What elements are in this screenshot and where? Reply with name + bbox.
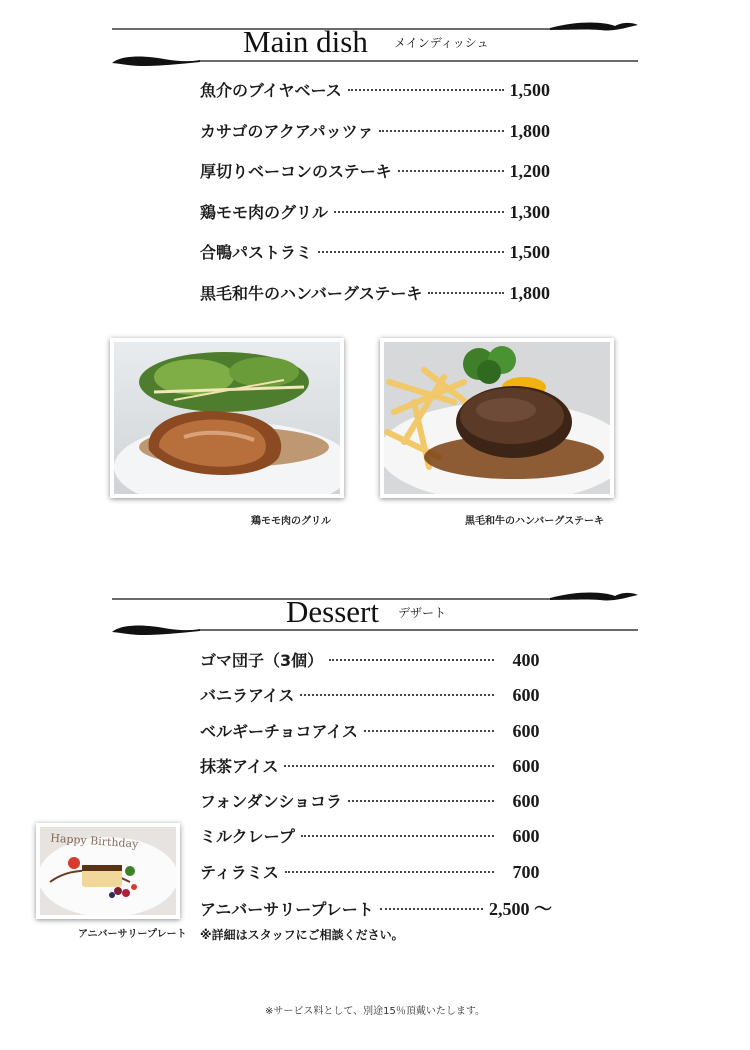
menu-item xyxy=(200,200,550,241)
menu-item xyxy=(200,78,550,119)
menu-item xyxy=(200,159,550,200)
chicken-grill-image xyxy=(114,342,340,494)
leader-dots xyxy=(398,170,504,172)
leader-dots xyxy=(379,130,503,132)
dessert-list xyxy=(200,648,552,943)
menu-item xyxy=(200,754,552,789)
leader-dots xyxy=(348,800,494,802)
menu-item-name: 厚切りベーコンのステーキ xyxy=(200,162,392,181)
menu-item-price: 700 xyxy=(512,861,540,882)
anniversary-plate-photo xyxy=(36,823,180,919)
menu-item xyxy=(200,895,552,930)
menu-item-price: 1,200 xyxy=(509,161,550,181)
leader-dots xyxy=(364,730,494,732)
menu-item-name: ミルクレープ xyxy=(200,827,295,847)
menu-item-name: 鶏モモ肉のグリル xyxy=(200,202,329,222)
hamburg-steak-photo xyxy=(380,338,614,498)
leader-dots xyxy=(428,292,503,294)
menu-item-price: 2,500 ～ xyxy=(489,899,552,920)
menu-item-name: バニラアイス xyxy=(200,686,295,706)
menu-item xyxy=(200,789,552,824)
leader-dots xyxy=(348,89,504,91)
leader-dots xyxy=(284,765,494,767)
leader-dots xyxy=(285,871,494,873)
menu-item-name: 抹茶アイス xyxy=(200,756,279,776)
menu-item-price: 400 xyxy=(512,650,540,670)
menu-item-price: 1,300 xyxy=(509,201,550,222)
leader-dots xyxy=(318,251,503,253)
leader-dots xyxy=(300,694,494,696)
main-dish-header xyxy=(110,20,640,70)
hamburg-steak-caption: 黒毛和牛のハンバーグステーキ xyxy=(465,516,604,527)
hamburg-steak-image xyxy=(384,342,610,494)
main-dish-subtitle: メインディッシュ xyxy=(394,36,489,50)
menu-item xyxy=(200,824,552,859)
menu-item-price: 1,800 xyxy=(509,120,550,141)
menu-item-price: 600 xyxy=(512,720,540,741)
menu-item-price: 600 xyxy=(512,755,540,776)
anniversary-plate-caption: アニバーサリープレート xyxy=(78,929,187,940)
menu-item-price: 1,500 xyxy=(509,242,550,262)
menu-item xyxy=(200,281,550,322)
menu-item xyxy=(200,648,552,683)
header-ornament xyxy=(110,20,640,70)
menu-item xyxy=(200,119,550,160)
menu-item-name: アニバーサリープレート xyxy=(200,900,374,920)
dessert-title: Dessert xyxy=(286,594,379,629)
main-dish-list xyxy=(200,78,550,321)
menu-item-name: ゴマ団子（3個） xyxy=(200,651,324,670)
menu-item-price: 1,800 xyxy=(509,282,550,303)
menu-item-name: 魚介のブイヤベース xyxy=(200,81,342,100)
menu-item-price: 600 xyxy=(512,826,540,847)
menu-item-price: 1,500 xyxy=(509,80,550,100)
menu-item xyxy=(200,240,550,281)
main-dish-title: Main dish xyxy=(243,24,368,59)
leader-dots xyxy=(301,835,494,837)
menu-item-price: 600 xyxy=(512,685,540,706)
menu-item-name: 黒毛和牛のハンバーグステーキ xyxy=(200,283,423,303)
anniversary-plate-image xyxy=(40,827,176,915)
menu-item-name: カサゴのアクアパッツァ xyxy=(200,121,374,141)
leader-dots xyxy=(334,211,503,213)
chicken-grill-photo xyxy=(110,338,344,498)
dessert-subtitle: デザート xyxy=(398,606,447,620)
dessert-header xyxy=(110,590,640,640)
chicken-grill-caption: 鶏モモ肉のグリル xyxy=(251,516,331,527)
leader-dots xyxy=(380,908,483,910)
menu-item-name: ベルギーチョコアイス xyxy=(200,721,358,741)
dessert-note: ※詳細はスタッフにご相談ください。 xyxy=(200,928,404,943)
menu-item-name: 合鴨パストラミ xyxy=(200,243,313,262)
menu-item xyxy=(200,683,552,718)
plate-lettering: Happy Birthday xyxy=(49,831,139,851)
leader-dots xyxy=(329,659,494,661)
menu-item-price: 600 xyxy=(512,791,540,812)
menu-item-name: ティラミス xyxy=(200,862,279,882)
menu-item xyxy=(200,719,552,754)
service-charge-note: ※サービス料として、別途15％頂戴いたします。 xyxy=(264,1006,486,1017)
menu-item xyxy=(200,860,552,895)
menu-item-name: フォンダンショコラ xyxy=(200,792,343,812)
